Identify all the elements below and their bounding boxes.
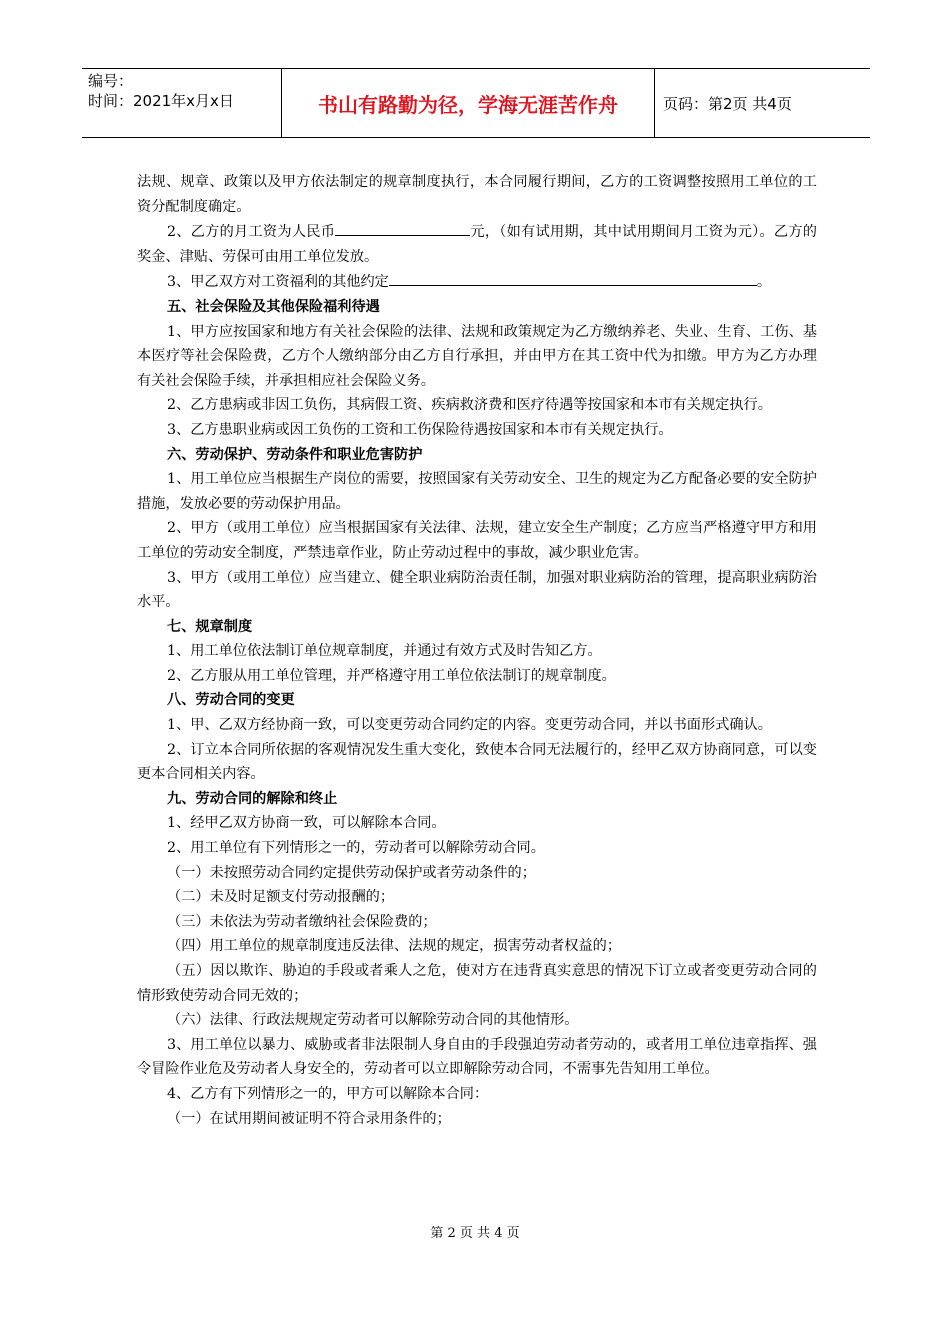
paragraph: 2、订立本合同所依据的客观情况发生重大变化，致使本合同无法履行的，经甲乙双方协商同意，可以变更本合同相关内容。 — [137, 741, 817, 783]
other-agreement-end: 。 — [756, 274, 772, 291]
section-heading: 九、劳动合同的解除和终止 — [167, 790, 338, 807]
paragraph: 3、乙方患职业病或因工负伤的工资和工伤保险待遇按国家和本市有关规定执行。 — [167, 421, 673, 438]
paragraph: 2、用工单位有下列情形之一的，劳动者可以解除劳动合同。 — [167, 840, 545, 857]
paragraph: 1、用工单位依法制订单位规章制度，并通过有效方式及时告知乙方。 — [167, 643, 602, 660]
paragraph: 3、用工单位以暴力、威胁或者非法限制人身自由的手段强迫劳动者劳动的，或者用工单位违章指挥、强令冒险作业危及劳动者人身安全的，劳动者可以立即解除劳动合同，不需事先告知用工单位。 — [137, 1036, 817, 1078]
header-page-number: 页码：第2页 共4页 — [663, 94, 792, 113]
list-item: （二）未及时足额支付劳动报酬的； — [167, 889, 395, 906]
document-body — [137, 170, 817, 1131]
header-motto: 书山有路勤为径，学海无涯苦作舟 — [282, 69, 655, 137]
section-heading: 五、社会保险及其他保险福利待遇 — [167, 298, 380, 315]
paragraph: 3、甲方（或用工单位）应当建立、健全职业病防治责任制，加强对职业病防治的管理，提高职业病防治水平。 — [137, 569, 817, 611]
salary-text-start: 2、乙方的月工资为人民币 — [167, 224, 336, 241]
paragraph: 1、甲、乙双方经协商一致，可以变更劳动合同约定的内容。变更劳动合同，并以书面形式确认。 — [167, 717, 772, 734]
list-item: （六）法律、行政法规规定劳动者可以解除劳动合同的其他情形。 — [167, 1012, 579, 1029]
document-date: 时间：2021年x月x日 — [88, 92, 234, 110]
page-footer: 第 2 页 共 4 页 — [430, 1226, 520, 1241]
section-heading: 七、规章制度 — [167, 618, 253, 635]
document-number-label: 编号： — [88, 72, 134, 90]
paragraph: 2、甲方（或用工单位）应当根据国家有关法律、法规，建立安全生产制度；乙方应当严格遵守甲方和用工单位的劳动安全制度，严禁违章作业，防止劳动过程中的事故，减少职业危害。 — [137, 520, 817, 561]
section-heading: 八、劳动合同的变更 — [167, 692, 295, 709]
paragraph: 2、乙方服从用工单位管理，并严格遵守用工单位依法制订的规章制度。 — [167, 667, 616, 684]
list-item: （一）未按照劳动合同约定提供劳动保护或者劳动条件的； — [167, 864, 536, 881]
list-item: （三）未依法为劳动者缴纳社会保险费的； — [167, 913, 437, 930]
list-item: （五）因以欺诈、胁迫的手段或者乘人之危，使对方在违背真实意思的情况下订立或者变更劳动合同的情形致使劳动合同无效的； — [137, 963, 817, 1004]
paragraph: 2、乙方患病或非因工负伤，其病假工资、疾病救济费和医疗待遇等按国家和本市有关规定执行。 — [167, 397, 772, 414]
paragraph: 4、乙方有下列情形之一的，甲方可以解除本合同： — [167, 1085, 489, 1102]
paragraph: 1、甲方应按国家和地方有关社会保险的法律、法规和政策规定为乙方缴纳养老、失业、生育、工伤、基本医疗等社会保险费，乙方个人缴纳部分由乙方自行承担，并由甲方在其工资中代为扣缴。甲方为乙方办理有关社会保险手续，并承担相应社会保险义务。 — [137, 323, 817, 389]
other-agreement-text: 3、甲乙双方对工资福利的其他约定 — [167, 274, 389, 291]
salary-paragraph — [137, 219, 817, 269]
paragraph: 法规、规章、政策以及甲方依法制定的规章制度执行，本合同履行期间，乙方的工资调整按照用工单位的工资分配制度确定。 — [137, 174, 817, 215]
list-item: （四）用工单位的规章制度违反法律、法规的规定，损害劳动者权益的； — [167, 938, 622, 955]
paragraph: 1、用工单位应当根据生产岗位的需要，按照国家有关劳动安全、卫生的规定为乙方配备必要的安全防护措施，发放必要的劳动保护用品。 — [137, 471, 817, 512]
salary-amount-blank — [335, 219, 470, 236]
salary-text-end: 元，（如有试用期，其中试用期间月工资为元）。乙方的奖金、津贴、劳保可由用工单位发放。 — [137, 224, 817, 265]
page-header — [82, 68, 870, 138]
paragraph: 1、经甲乙双方协商一致，可以解除本合同。 — [167, 815, 446, 832]
other-agreement-blank — [389, 269, 757, 286]
section-heading: 六、劳动保护、劳动条件和职业危害防护 — [167, 446, 423, 463]
list-item: （一）在试用期间被证明不符合录用条件的； — [167, 1110, 451, 1127]
other-agreement-paragraph — [137, 269, 817, 295]
header-meta — [82, 69, 282, 137]
